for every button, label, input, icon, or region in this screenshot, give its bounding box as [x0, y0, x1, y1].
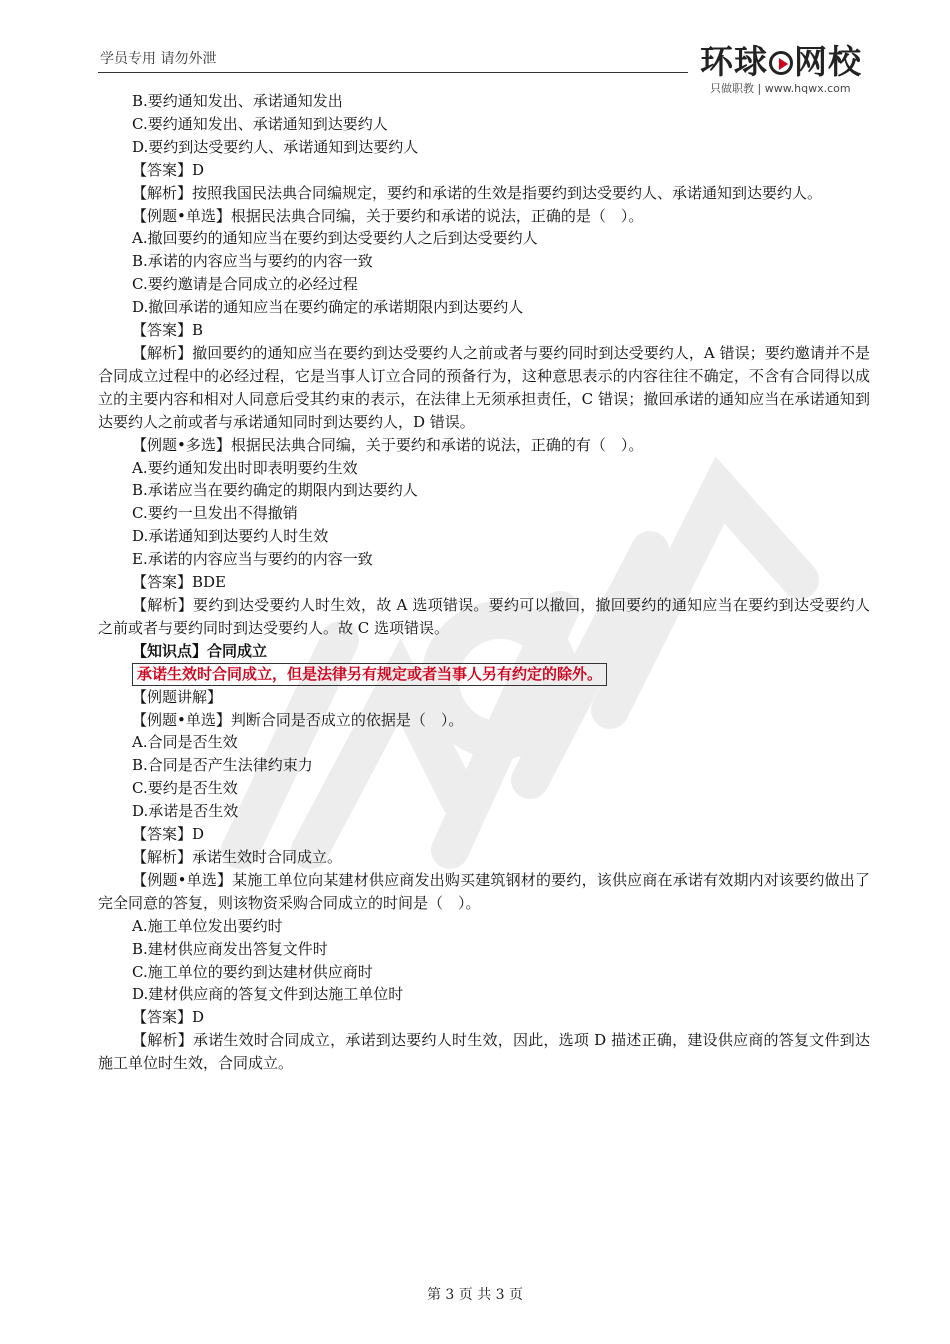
brand-logo: [700, 36, 875, 96]
text-line: 【例题讲解】: [132, 687, 223, 706]
analysis: 【解析】撤回要约的通知应当在要约到达受要约人之前或者与要约同时到达受要约人，A 错误；要约邀请并不是合同成立过程中的必经过程，它是当事人订立合同的预备行为，这种意思表示的内容往往不确定，不含有合同得以成立的主要内容和相对人同意后受其约束的表示，在法律上无须承担责任，C 错误；撤回承诺的通知应当在承诺通知到达要约人之前或者与承诺通知同时到达要约人，D 错误。: [98, 343, 870, 431]
option: A.撤回要约的通知应当在要约到达受要约人之后到达受要约人: [132, 229, 538, 248]
knowledge-point-heading: 【知识点】合同成立: [132, 641, 268, 660]
header-text: 学员专用 请勿外泄: [100, 51, 217, 67]
analysis: 【解析】按照我国民法典合同编规定，要约和承诺的生效是指要约到达受要约人、承诺通知到达要约人。: [132, 183, 823, 202]
question: 【例题•单选】某施工单位向某建材供应商发出购买建筑钢材的要约，该供应商在承诺有效期内对该要约做出了完全同意的答复，则该物资采购合同成立的时间是（ ）。: [98, 870, 870, 912]
option: A.施工单位发出要约时: [132, 916, 283, 935]
option: A.要约通知发出时即表明要约生效: [132, 458, 358, 477]
option: C.要约邀请是合同成立的必经过程: [132, 275, 358, 294]
option: C.要约是否生效: [132, 779, 238, 798]
question: 【例题•单选】判断合同是否成立的依据是（ ）。: [132, 710, 464, 729]
logo-wordmark: [700, 36, 875, 83]
page-header: [98, 44, 688, 73]
answer: 【答案】D: [132, 1008, 205, 1027]
logo-part1: 环球: [700, 42, 768, 81]
option: D.承诺是否生效: [132, 802, 239, 821]
option: D.承诺通知到达要约人时生效: [132, 527, 329, 546]
option: B.承诺应当在要约确定的期限内到达要约人: [132, 481, 418, 500]
option: C.施工单位的要约到达建材供应商时: [132, 962, 373, 981]
question: 【例题•单选】根据民法典合同编，关于要约和承诺的说法，正确的是（ ）。: [132, 206, 644, 225]
answer: 【答案】BDE: [132, 573, 226, 592]
play-icon: [769, 51, 793, 75]
question: 【例题•多选】根据民法典合同编，关于要约和承诺的说法，正确的有（ ）。: [132, 435, 644, 454]
logo-part2: 网校: [794, 42, 862, 81]
analysis: 【解析】承诺生效时合同成立，承诺到达要约人时生效，因此，选项 D 描述正确，建设供应商的答复文件到达施工单位时生效，合同成立。: [98, 1031, 870, 1073]
answer: 【答案】D: [132, 160, 205, 179]
answer: 【答案】B: [132, 321, 204, 340]
analysis: 【解析】承诺生效时合同成立。: [132, 848, 343, 866]
option: C.要约一旦发出不得撤销: [132, 504, 298, 523]
analysis: 【解析】要约到达受要约人时生效，故 A 选项错误。要约可以撤回，撤回要约的通知应当在要约到达受要约人之前或者与要约同时到达受要约人。故 C 选项错误。: [98, 595, 870, 637]
option: B.承诺的内容应当与要约的内容一致: [132, 252, 373, 271]
option: D.撤回承诺的通知应当在要约确定的承诺期限内到达要约人: [132, 298, 524, 317]
answer: 【答案】D: [132, 825, 205, 844]
text-line: D.要约到达受要约人、承诺通知到达要约人: [132, 137, 419, 156]
text-line: C.要约通知发出、承诺通知到达要约人: [132, 114, 388, 133]
logo-subtitle: 只做职教 | www.hqwx.com: [710, 82, 851, 95]
option: E.承诺的内容应当与要约的内容一致: [132, 550, 373, 569]
text-line: B.要约通知发出、承诺通知发出: [132, 92, 343, 110]
document-body: [98, 90, 870, 1075]
option: B.建材供应商发出答复文件时: [132, 939, 328, 958]
option: A.合同是否生效: [132, 733, 238, 752]
option: B.合同是否产生法律约束力: [132, 756, 313, 775]
option: D.建材供应商的答复文件到达施工单位时: [132, 985, 404, 1004]
page-footer: 第 3 页 共 3 页: [426, 1287, 524, 1303]
highlight-box: 承诺生效时合同成立，但是法律另有规定或者当事人另有约定的除外。: [132, 663, 607, 686]
